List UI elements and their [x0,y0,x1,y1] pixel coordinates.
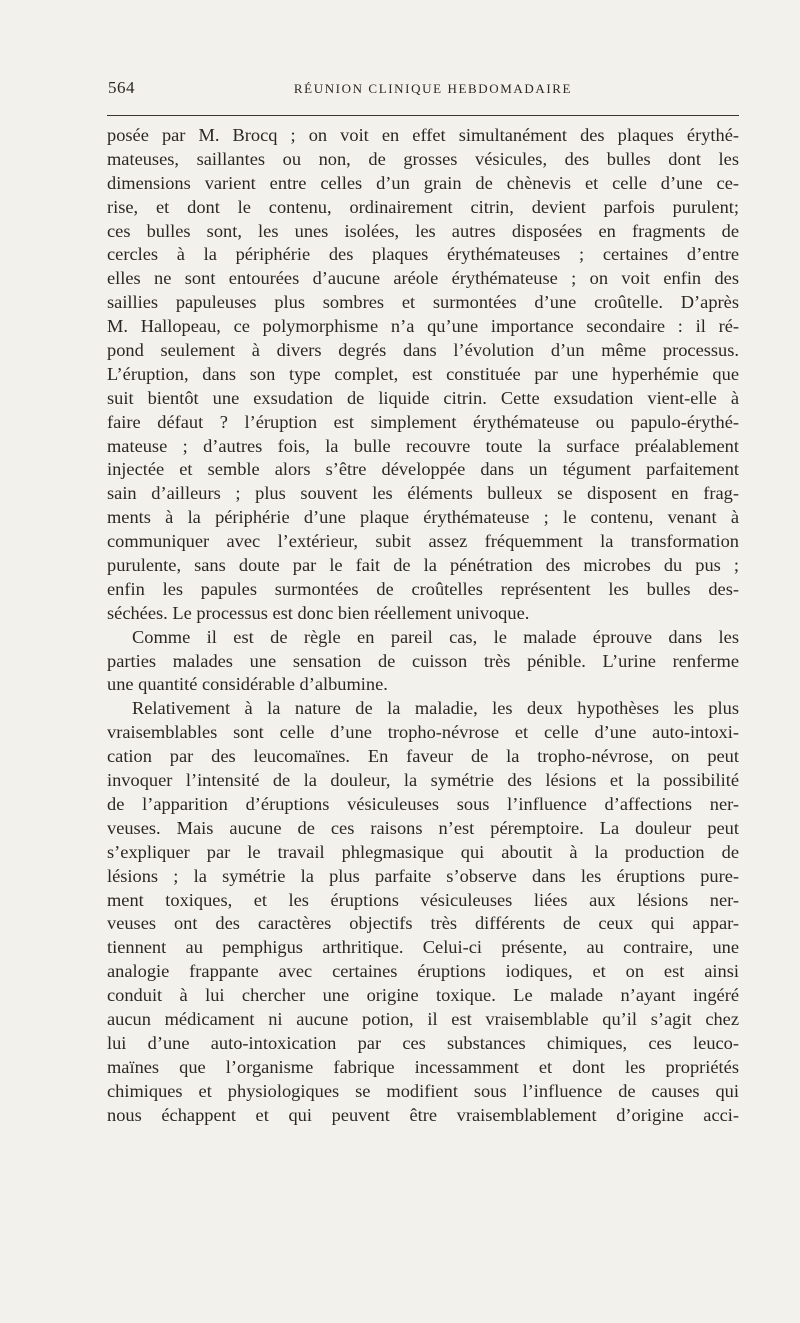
text-line: faire défaut ? l’éruption est simplement érythémateuse ou papulo-érythé- [107,411,739,432]
text-line: posée par M. Brocq ; on voit en effet simultanément des plaques érythé- [107,125,739,145]
text-line: purulente, sans doute par le fait de la pénétration des microbes du pus ; [107,555,739,576]
text-line: s’expliquer par le travail phlegmasique qui aboutit à la production de [107,841,739,862]
text-line: ment toxiques, et les éruptions vésiculeuses liées aux lésions ner- [107,889,739,910]
text-line: lésions ; la symétrie la plus parfaite s’observe dans les éruptions pure- [107,865,739,886]
text-line: injectée et semble alors s’être développée dans un tégument parfaitement [107,459,739,480]
text-line: communiquer avec l’extérieur, subit assez fréquemment la transformation [107,531,739,552]
paragraph-end-line: séchées. Le processus est donc bien réellement univoque. [107,602,530,623]
text-line: rise, et dont le contenu, ordinairement citrin, devient parfois purulent; [107,196,739,217]
text-line: M. Hallopeau, ce polymorphisme n’a qu’une importance secondaire : il ré- [107,316,739,337]
text-line: nous échappent et qui peuvent être vraisemblablement d’origine acci- [107,1104,739,1125]
page-number: 564 [108,78,135,97]
text-line: saillies papuleuses plus sombres et surmontées d’une croûtelle. D’après [107,292,739,313]
body-text [107,124,739,1127]
text-line: sain d’ailleurs ; plus souvent les éléments bulleux se disposent en frag- [107,483,739,504]
text-line: suit bientôt une exsudation de liquide citrin. Cette exsudation vient-elle à [107,387,739,408]
text-line: tiennent au pemphigus arthritique. Celui-ci présente, au contraire, une [107,937,739,958]
text-line: parties malades une sensation de cuisson très pénible. L’urine renferme [107,650,739,671]
text-line: mateuses, saillantes ou non, de grosses vésicules, des bulles dont les [107,148,739,169]
text-line: elles ne sont entourées d’aucune aréole érythémateuse ; on voit enfin des [107,268,739,289]
text-line: enfin les papules surmontées de croûtelles représentent les bulles des- [107,578,739,599]
text-line: L’éruption, dans son type complet, est constituée par une hyperhémie que [107,363,739,384]
paragraph-start-line: Comme il est de règle en pareil cas, le malade éprouve dans les [132,626,739,647]
text-line: veuses ont des caractères objectifs très différents de ceux qui appar- [107,913,739,934]
text-line: maïnes que l’organisme fabrique incessamment et dont les propriétés [107,1056,739,1077]
text-line: vraisemblables sont celle d’une tropho-névrose et celle d’une auto-intoxi- [107,722,739,743]
paragraph-start-line: Relativement à la nature de la maladie, les deux hypothèses les plus [132,698,739,719]
text-line: chimiques et physiologiques se modifient sous l’influence de causes qui [107,1080,739,1101]
text-line: ments à la périphérie d’une plaque érythémateuse ; le contenu, venant à [107,507,739,528]
page-header [107,78,739,108]
running-title: RÉUNION CLINIQUE HEBDOMADAIRE [293,81,573,96]
text-line: pond seulement à divers degrés dans l’évolution d’un même processus. [107,340,739,361]
text-line: analogie frappante avec certaines éruptions iodiques, et on est ainsi [107,961,739,982]
text-line: veuses. Mais aucune de ces raisons n’est péremptoire. La douleur peut [107,817,739,838]
text-line: ces bulles sont, les unes isolées, les autres disposées en fragments de [107,220,739,241]
text-line: de l’apparition d’éruptions vésiculeuses sous l’influence d’affections ner- [107,793,739,814]
text-line: dimensions varient entre celles d’un grain de chènevis et celle d’une ce- [107,172,739,193]
text-line: cation par des leucomaïnes. En faveur de la tropho-névrose, on peut [107,746,739,767]
text-line: conduit à lui chercher une origine toxique. Le malade n’ayant ingéré [107,985,739,1006]
paragraph-end-line: une quantité considérable d’albumine. [107,674,388,695]
text-line: cercles à la périphérie des plaques érythémateuses ; certaines d’entre [107,244,739,265]
text-line: aucun médicament ni aucune potion, il est vraisemblable qu’il s’agit chez [107,1008,739,1029]
text-line: mateuse ; d’autres fois, la bulle recouvre toute la surface préalablement [107,435,739,456]
header-rule [107,115,739,116]
text-line: lui d’une auto-intoxication par ces substances chimiques, ces leuco- [107,1032,739,1053]
text-line: invoquer l’intensité de la douleur, la symétrie des lésions et la possibilité [107,770,739,791]
